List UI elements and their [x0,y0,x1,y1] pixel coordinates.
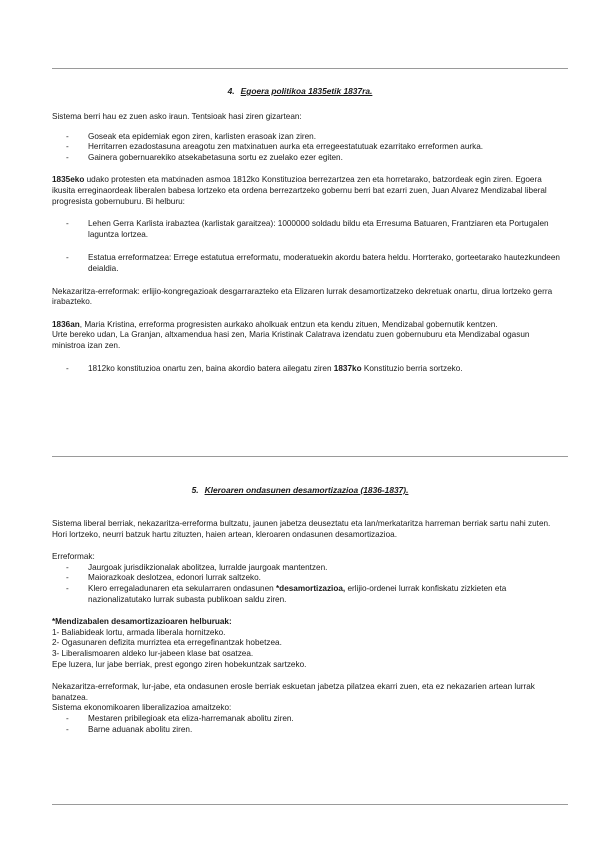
paragraph-1836 [52,320,564,331]
goals-list [52,219,564,274]
list-item: - Gainera gobernuarekiko atsekabetasuna sortu ez zuelako ezer egiten. [52,153,564,164]
list-item: Epe luzera, lur jabe berriak, prest egongo ziren hobekuntzak sartzeko. [52,659,307,669]
list-item: - Estatua erreformatzea: Errege estatutua erreformatu, moderatuekin akordu batera heldu. Horrterako, gorteetarako hautezkundeen deialdia. [52,253,564,274]
reform-3-text: Klero erregaladunaren eta sekularraren ondasunen [88,583,276,593]
section-5-title [0,485,600,495]
bottom-divider [52,804,568,805]
list-item: - Goseak eta epidemiak egon ziren, karlisten erasoak izan ziren. [52,132,564,143]
constitution-list [52,364,564,375]
list-item: - Lehen Gerra Karlista irabaztea (karlistak garaitzea): 1000000 soldadu bildu eta Erresuma Batuaren, Frantziaren eta Portugalen laguntza lortzea. [52,219,564,240]
section-4-body [52,112,564,374]
erreformak-label: Erreformak: [52,552,95,562]
reform-3-bold: *desamortizazioa, [276,583,346,593]
tensions-list [52,132,564,164]
middle-divider [52,456,568,457]
paragraph-nekazaritza: Nekazaritza-erreformak: erlijio-kongregazioak desgarrarazteko eta Elizaren lurrak desamortizatzeko dekretuak onartu, dirua lortzeko gerra irabazteko. [52,286,553,307]
list-item: - Mestaren pribilegioak eta eliza-harremanak abolitu ziren. [52,714,564,725]
paragraph-urte: Urte bereko udan, La Granjan, altxamendua hasi zen, Maria Kristinak Calatrava izendatu zuen gobernuburu eta Mendizabal ogasun ministroa izan zen. [52,330,530,350]
list-item: 1- Baliabideak lortu, armada liberala hornitzeko. [52,627,226,637]
section-4-intro: Sistema berri hau ez zuen asko iraun. Tentsioak hasi ziren gizartean: [52,112,302,121]
reform-3-rest: erlijio-ordenei lurrak konfiskatu zizkieten eta nazionalizatutako lurrak subasta publikoan saldu ziren. [88,583,507,604]
list-item [52,584,564,605]
section-4-title [0,86,600,96]
liberalization-list [52,714,564,735]
paragraph-1836-text: , Maria Kristina, erreforma progresisten aurkako aholkuak entzun eta kendu zituen, Mendizabal gobernutik kentzen. [79,319,498,329]
list-item: 2- Ogasunaren defizita murriztea eta erregefinantzak hobetzea. [52,638,282,648]
list-item: - Herritarren ezadostasuna areagotu zen matxinatuen aurka eta erregeestatutuak ezarritako erreformen aurka. [52,142,564,153]
paragraph-1835 [52,175,564,207]
section-5-body [52,519,564,735]
list-item: - Maiorazkoak deslotzea, edonori lurrak saltzeko. [52,573,564,584]
helburu-heading-text: *Mendizabalen desamortizazioaren helburuak: [52,617,232,627]
sistema-label: Sistema ekonomikoaren liberalizazioa amaitzeko: [52,703,232,713]
constitution-text-b: Konstituzio berria sortzeko. [361,363,463,373]
section-5-title-text: Kleroaren ondasunen desamortizazioa (1836-1837). [204,485,409,495]
section-5-number: 5. [191,485,199,495]
list-item: - Jaurgoak jurisdikzionalak abolitzea, lurralde jaurgoak mantentzen. [52,563,564,574]
year-1836: 1836an [52,319,80,329]
list-item: 3- Liberalismoaren aldeko lur-jabeen klase bat osatzea. [52,648,254,658]
section-4-number: 4. [227,86,235,96]
list-item: - Barne aduanak abolitu ziren. [52,725,564,736]
section-4-title-text: Egoera politikoa 1835etik 1837ra. [240,86,373,96]
helburu-heading [52,617,564,628]
list-item [52,364,564,375]
reforms-list [52,563,564,605]
section-5-intro: Sistema liberal berriak, nekazaritza-erreforma bultzatu, jaunen jabetza deuseztatu eta lan/merkataritza harreman berriak sartu nahi zuten. Hori lortzeko, neurri batzuk hartu zituzten, haien artean, kleroaren ondasunen desamortizazioa. [52,519,551,539]
paragraph-ondorioa: Nekazaritza-erreformak, lur-jabe, eta ondasunen erosle berriak eskuetan jabetza pilatzea ekarri zuen, eta ez nekazarien artean lurrak banatzea. [52,682,535,702]
constitution-text-a: 1812ko konstituzioa onartu zen, baina akordio batera ailegatu ziren [88,363,334,373]
year-1837: 1837ko [333,363,362,373]
top-divider [52,68,568,69]
paragraph-1835-text: udako protesten eta matxinaden asmoa 1812ko Konstituzioa berrezartzea zen eta horretarako, batzordeak egin ziren. Egoera ikusita erreginaordeak liberalen babesa lortzeko eta ordena berrezartzeko gobernu berri bat ezarri zuen, Juan Alvarez Mendizabal liberal progresista gobernuburu. Bi helburu: [52,175,547,206]
year-1835: 1835eko [52,175,85,185]
